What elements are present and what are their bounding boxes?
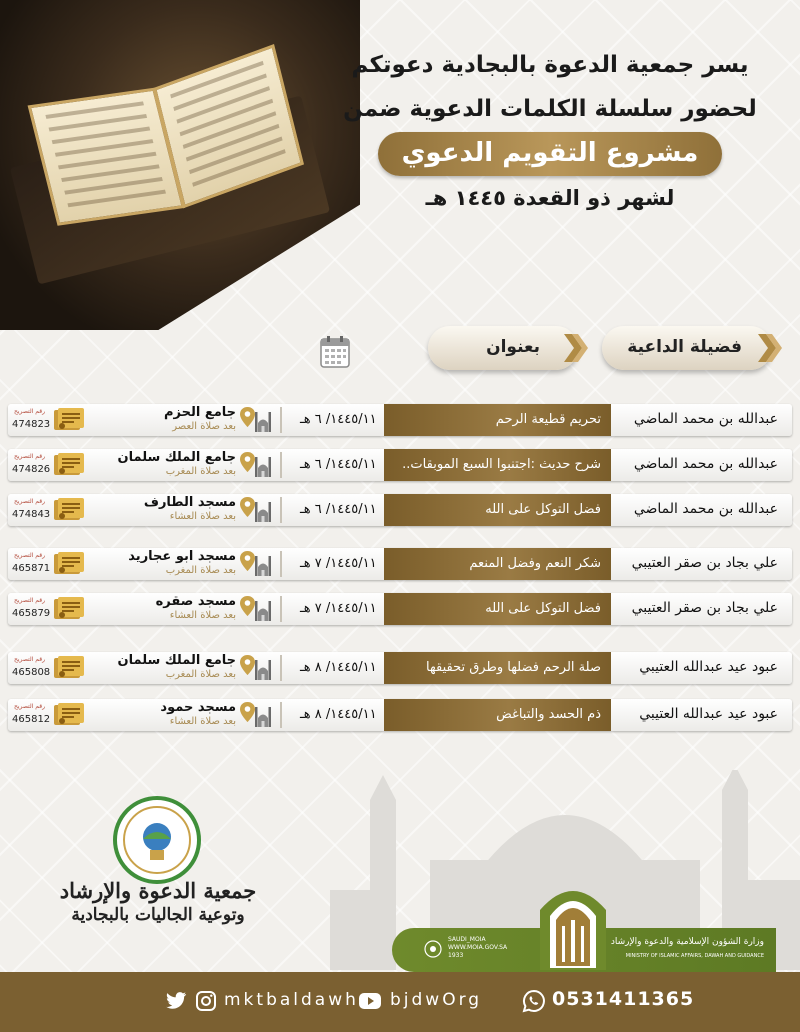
preacher-name: عبدالله بن محمد الماضي [633, 501, 778, 517]
association-name [58, 878, 258, 925]
permit-number: 474843 [12, 509, 51, 520]
lecture-title: تحريم قطيعة الرحم [495, 412, 601, 427]
mosque-name: جامع الملك سلمان [117, 653, 236, 668]
lecture-title-cell [384, 652, 611, 684]
lecture-title: شرح حديث :اجتنبوا السبع الموبقات.. [402, 457, 601, 472]
association-seal-logo [112, 795, 202, 885]
invite-line-2: لحضور سلسلة الكلمات الدعوية ضمن [343, 96, 757, 122]
preacher-column-heading: فضيلة الداعية [602, 326, 772, 370]
preacher-name: عبود عيد عبدالله العتيبي [639, 659, 778, 675]
ministry-logo [538, 880, 608, 970]
permit-document-icon [54, 656, 84, 680]
prayer-time: بعد صلاة العشاء [169, 610, 236, 621]
quran-photo [0, 0, 360, 330]
lecture-date: ١٤٤٥/١١/ ٦ هـ [300, 502, 377, 517]
prayer-time: بعد صلاة العشاء [169, 511, 236, 522]
ministry-name-en: MINISTRY OF ISLAMIC AFFAIRS, DAWAH AND GUIDANCE [625, 953, 764, 959]
whatsapp-icon[interactable] [522, 989, 546, 1013]
mosque-icon [254, 455, 272, 477]
mosque-icon [254, 500, 272, 522]
youtube-handle[interactable]: bjdwOrg [390, 990, 483, 1010]
lecture-title-cell [384, 699, 611, 731]
mosque-icon [254, 658, 272, 680]
mosque-name: مسجد الطارف [143, 495, 236, 510]
location-pin-icon [240, 596, 255, 616]
location-pin-icon [240, 655, 255, 675]
location-pin-icon [240, 551, 255, 571]
permit-number: 474826 [12, 464, 51, 475]
lecture-title: فضل التوكل على الله [485, 502, 601, 517]
prayer-time: بعد صلاة المغرب [165, 669, 236, 680]
preacher-name: علي بجاد بن صقر العتيبي [631, 555, 778, 571]
permit-document-icon [54, 498, 84, 522]
preacher-name: عبود عيد عبدالله العتيبي [639, 706, 778, 722]
prayer-time: بعد صلاة العشاء [169, 716, 236, 727]
table-row [8, 593, 792, 625]
social-icon [424, 940, 442, 958]
mosque-name: جامع الحزم [163, 405, 236, 420]
ministry-handle: SAUDI_MOIA [448, 936, 486, 943]
prayer-time: بعد صلاة المغرب [165, 466, 236, 477]
lecture-title: ذم الحسد والتباغض [496, 707, 601, 722]
lecture-date: ١٤٤٥/١١/ ٦ هـ [300, 412, 377, 427]
permit-document-icon [54, 703, 84, 727]
permit-label: رقم التصريح [14, 498, 46, 505]
mosque-name: مسجد حمود [160, 700, 236, 715]
chevron-icon [562, 334, 588, 362]
location-pin-icon [240, 497, 255, 517]
table-row [8, 404, 792, 436]
lecture-date: ١٤٤٥/١١/ ٧ هـ [300, 556, 377, 571]
preacher-name: عبدالله بن محمد الماضي [633, 411, 778, 427]
ministry-number: 1933 [448, 952, 464, 959]
preacher-name: علي بجاد بن صقر العتيبي [631, 600, 778, 616]
calendar-icon [320, 335, 350, 369]
ministry-contact [448, 936, 507, 960]
permit-document-icon [54, 597, 84, 621]
permit-label: رقم التصريح [14, 703, 46, 710]
prayer-time: بعد صلاة المغرب [165, 565, 236, 576]
association-name-line-2: وتوعية الجاليات بالبجادية [71, 905, 245, 925]
permit-number: 465879 [12, 608, 51, 619]
permit-number: 465871 [12, 563, 51, 574]
mosque-name: جامع الملك سلمان [117, 450, 236, 465]
permit-document-icon [54, 453, 84, 477]
permit-document-icon [54, 552, 84, 576]
table-row [8, 548, 792, 580]
twitter-icon[interactable] [164, 989, 188, 1013]
mosque-icon [254, 410, 272, 432]
table-row [8, 699, 792, 731]
lecture-title: شكر النعم وفضل المنعم [469, 556, 601, 571]
whatsapp-number[interactable]: 0531411365 [552, 988, 695, 1010]
instagram-icon[interactable] [194, 989, 218, 1013]
permit-label: رقم التصريح [14, 597, 46, 604]
mosque-icon [254, 554, 272, 576]
permit-label: رقم التصريح [14, 656, 46, 663]
lecture-title-cell [384, 404, 611, 436]
lecture-title-cell [384, 449, 611, 481]
project-title: مشروع التقويم الدعوي [401, 138, 699, 168]
permit-label: رقم التصريح [14, 453, 46, 460]
permit-number: 465808 [12, 667, 51, 678]
lecture-date: ١٤٤٥/١١/ ٦ هـ [300, 457, 377, 472]
lecture-title-cell [384, 494, 611, 526]
association-name-line-1: جمعية الدعوة والإرشاد [59, 878, 257, 903]
lecture-date: ١٤٤٥/١١/ ٨ هـ [300, 660, 377, 675]
lecture-date: ١٤٤٥/١١/ ٨ هـ [300, 707, 377, 722]
location-pin-icon [240, 407, 255, 427]
table-row [8, 494, 792, 526]
youtube-icon[interactable] [358, 989, 382, 1013]
lecture-date: ١٤٤٥/١١/ ٧ هـ [300, 601, 377, 616]
ministry-website: WWW.MOIA.GOV.SA [448, 944, 508, 951]
footer-bar [0, 972, 800, 1032]
mosque-name: مسجد ابو عجاريد [128, 549, 236, 564]
location-pin-icon [240, 452, 255, 472]
permit-label: رقم التصريح [14, 552, 46, 559]
lecture-title: فضل التوكل على الله [485, 601, 601, 616]
permit-document-icon [54, 408, 84, 432]
ministry-name-ar: وزارة الشؤون الإسلامية والدعوة والإرشاد [610, 937, 764, 947]
preacher-name: عبدالله بن محمد الماضي [633, 456, 778, 472]
location-pin-icon [240, 702, 255, 722]
permit-number: 465812 [12, 714, 51, 725]
lecture-title-cell [384, 593, 611, 625]
mosque-icon [254, 705, 272, 727]
table-row [8, 652, 792, 684]
lecture-title-cell [384, 548, 611, 580]
permit-number: 474823 [12, 419, 51, 430]
permit-label: رقم التصريح [14, 408, 46, 415]
lecture-title: صلة الرحم فضلها وطرق تحقيقها [426, 660, 601, 675]
mosque-name: مسجد صقره [155, 594, 236, 609]
mosque-icon [254, 599, 272, 621]
invite-line-1: يسر جمعية الدعوة بالبجادية دعوتكم [351, 52, 749, 78]
chevron-icon [756, 334, 782, 362]
social-handle[interactable]: mktbaldawh [224, 990, 359, 1010]
prayer-time: بعد صلاة العصر [172, 421, 236, 432]
table-row [8, 449, 792, 481]
month-line: لشهر ذو القعدة ١٤٤٥ هـ [425, 186, 675, 210]
title-column-heading: بعنوان [428, 326, 578, 370]
